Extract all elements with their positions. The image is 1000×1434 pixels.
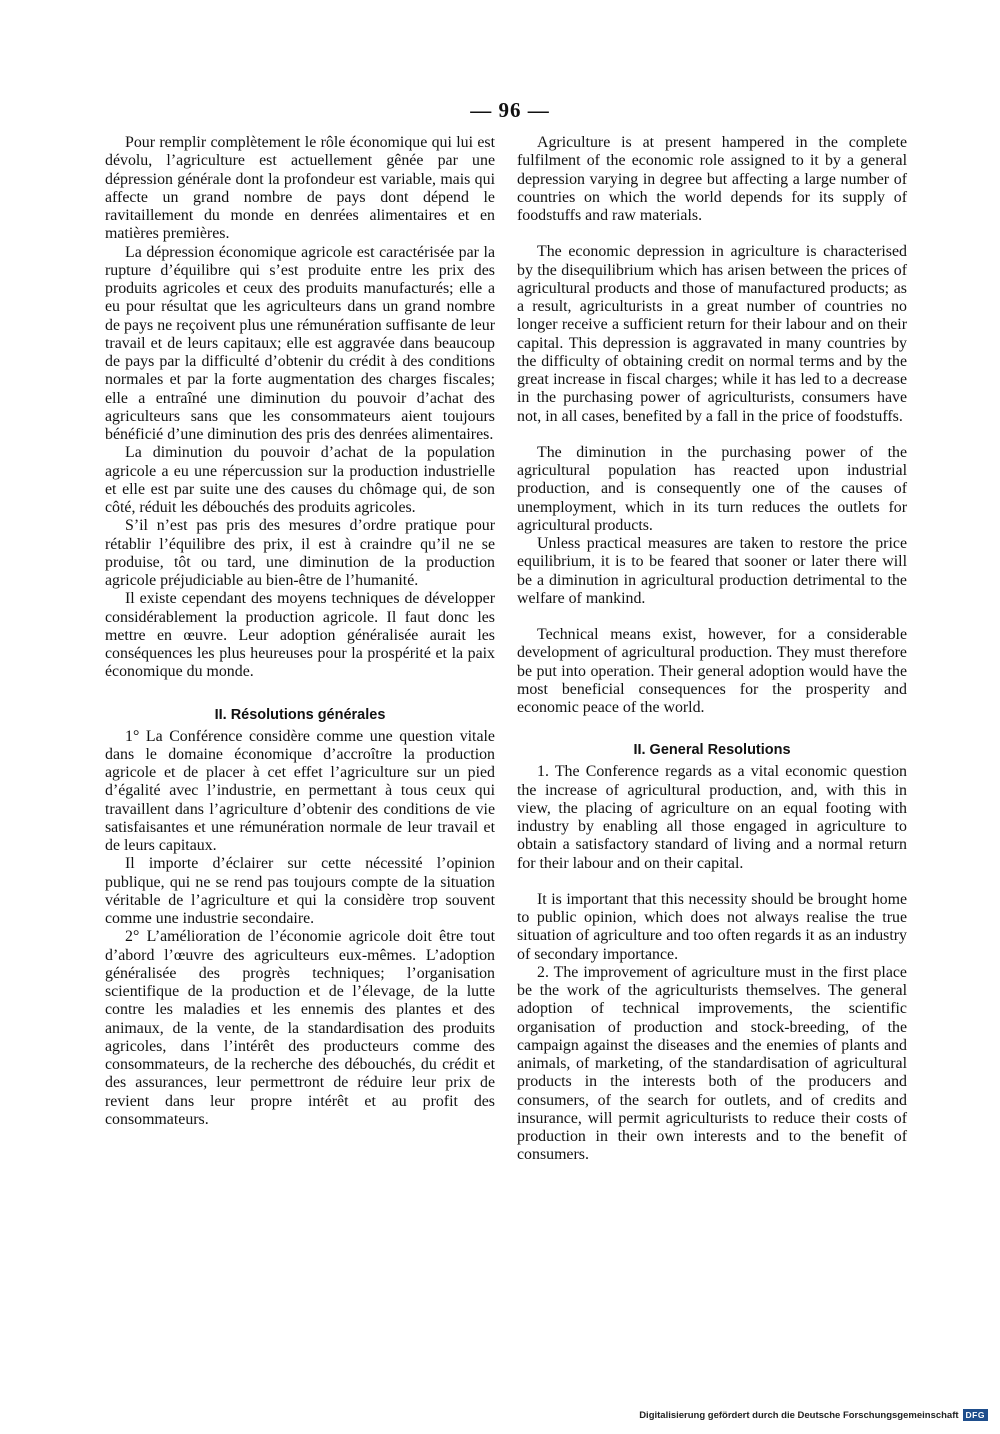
- fr-intro-paragraph-2: La dépression économique agricole est caractérisée par la rupture d’équilibre qui s’est produite entre les prix des produits agricoles et ceux des produits manufacturés; elle a eu pour résultat que les agriculteurs dans un grand nombre de pays ne reçoivent plus une rémunération suffisante de leur travail et de leurs capitaux; elle est aggravée dans beaucoup de pays par la difficulté d’obtenir du crédit à des conditions normales et par la forte augmentation des charges fiscales; elle a entraîné une diminution du pouvoir d’achat des agriculteurs sans que les consommateurs aient toujours bénéficié d’une diminution des pris des denrées alimentaires.: [105, 243, 495, 443]
- fr-section-heading: II. Résolutions générales: [214, 706, 386, 723]
- fr-resolution-1-note: Il importe d’éclairer sur cette nécessité l’opinion publique, qui ne se rend pas toujours compte de la situation véritable de l’agriculture et qui la considère trop souvent comme une industrie secondaire.: [105, 855, 495, 927]
- french-column: [105, 134, 495, 1129]
- en-intro-paragraph-2: The economic depression in agriculture is characterised by the disequilibrium which has arisen between the prices of agricultural products and those of manufactured products; as a result, agriculturists in a great number of countries no longer receive a sufficient return for their labour and on their capital. This depression is aggravated in many countries by the difficulty of obtaining credit on normal terms and by the great increase in fiscal charges; while it has led to a decrease in the purchasing power of agriculturists, consumers have not, in all cases, benefited by a fall in the price of foodstuffs.: [517, 243, 907, 425]
- fr-intro-paragraph-3: La diminution du pouvoir d’achat de la population agricole a eu une répercussion sur la production industrielle et elle est par suite une des causes du chômage qui, de son côté, réduit les débouchés des produits agricoles.: [105, 444, 495, 516]
- fr-intro-paragraph-1: Pour remplir complètement le rôle économique qui lui est dévolu, l’agriculture est actuellement gênée par une dépression générale dont la profondeur est variable, mais qui affecte un grand nombre de pays dont dépend le ravitaillement du monde en denrées alimentaires et en matières premières.: [105, 134, 495, 243]
- fr-intro-paragraph-5: Il existe cependant des moyens techniques de développer considérablement la production agricole. Il faut donc les mettre en œuvre. Leur adoption généralisée aurait les conséquences les plus heureuses pour la prospérité et la paix économique du monde.: [105, 590, 495, 681]
- en-resolution-2: 2. The improvement of agriculture must in the first place be the work of the agriculturists themselves. The general adoption of technical improvements, the scientific organisation of production and stock-breeding, of the campaign against the diseases and the enemies of plants and animals, of marketing, of the standardisation of agricultural products in the interests both of the producers and consumers, of the search for outlets, and of credits and insurance, will permit agriculturists to reduce their costs of production in their own interests and to the benefit of consumers.: [517, 963, 907, 1164]
- fr-resolution-2: 2° L’amélioration de l’économie agricole doit être tout d’abord l’œuvre des agriculteurs eux-mêmes. L’adoption généralisée des progrès techniques; l’organisation scientifique de la production et de l’élevage, de la lutte contre les maladies et les ennemis des plantes et des animaux, de la vente, de la standardisation des produits agricoles, dans l’intérêt des producteurs comme des consommateurs, de la recherche des débouchés, du crédit et des assurances, leur permettront de réduire leur prix de revient dans leur propre intérêt et au profit des consommateurs.: [105, 928, 495, 1128]
- en-intro-paragraph-4: Unless practical measures are taken to restore the price equilibrium, it is to be feared that sooner or later there will be a diminution in agricultural production detrimental to the welfare of mankind.: [517, 535, 907, 607]
- dfg-logo: DFG: [963, 1409, 988, 1421]
- en-resolution-1-note: It is important that this necessity should be brought home to public opinion, which does not always realise the true situation of agriculture and too often regards it as an industry of secondary importance.: [517, 890, 907, 963]
- footer-credit-text: Digitalisierung gefördert durch die Deutsche Forschungsgemeinschaft: [639, 1409, 959, 1421]
- digitization-footer: [639, 1409, 988, 1421]
- en-intro-paragraph-5: Technical means exist, however, for a considerable development of agricultural production. They must therefore be put into operation. Their general adoption would have the most beneficial consequences for the prosperity and economic peace of the world.: [517, 626, 907, 716]
- fr-resolution-1: 1° La Conférence considère comme une question vitale dans le domaine économique d’accroître la production agricole et de placer à cet effet l’agriculture sur un pied d’égalité avec l’industrie, en permettant à tous ceux qui travaillent dans l’agriculture d’obtenir des conditions de vie satisfaisantes et une rémunération normale de leur travail et de leurs capitaux.: [105, 727, 495, 854]
- en-intro-paragraph-3: The diminution in the purchasing power of the agricultural population has reacted upon industrial production, and is consequently one of the causes of unemployment, which in its turn reduces the outlets for agricultural products.: [517, 443, 907, 534]
- page-number: — 96 —: [470, 98, 550, 122]
- english-column: [517, 134, 907, 1165]
- en-section-heading: II. General Resolutions: [633, 742, 791, 759]
- en-intro-paragraph-1: Agriculture is at present hampered in the complete fulfilment of the economic role assigned to it by a general depression varying in degree but affecting a large number of countries on which the world depends for its supply of foodstuffs and raw materials.: [517, 134, 907, 224]
- fr-intro-paragraph-4: S’il n’est pas pris des mesures d’ordre pratique pour rétablir l’équilibre des prix, il est à craindre qu’il ne se produise, tôt ou tard, une diminution de la production agricole préjudiciable au bien-être de l’humanité.: [105, 517, 495, 589]
- en-resolution-1: 1. The Conference regards as a vital economic question the increase of agricultural production, and, with this in view, the placing of agriculture on an equal footing with industry by enabling all those engaged in agriculture to obtain a satisfactory standard of living and a normal return for their labour and on their capital.: [517, 763, 907, 872]
